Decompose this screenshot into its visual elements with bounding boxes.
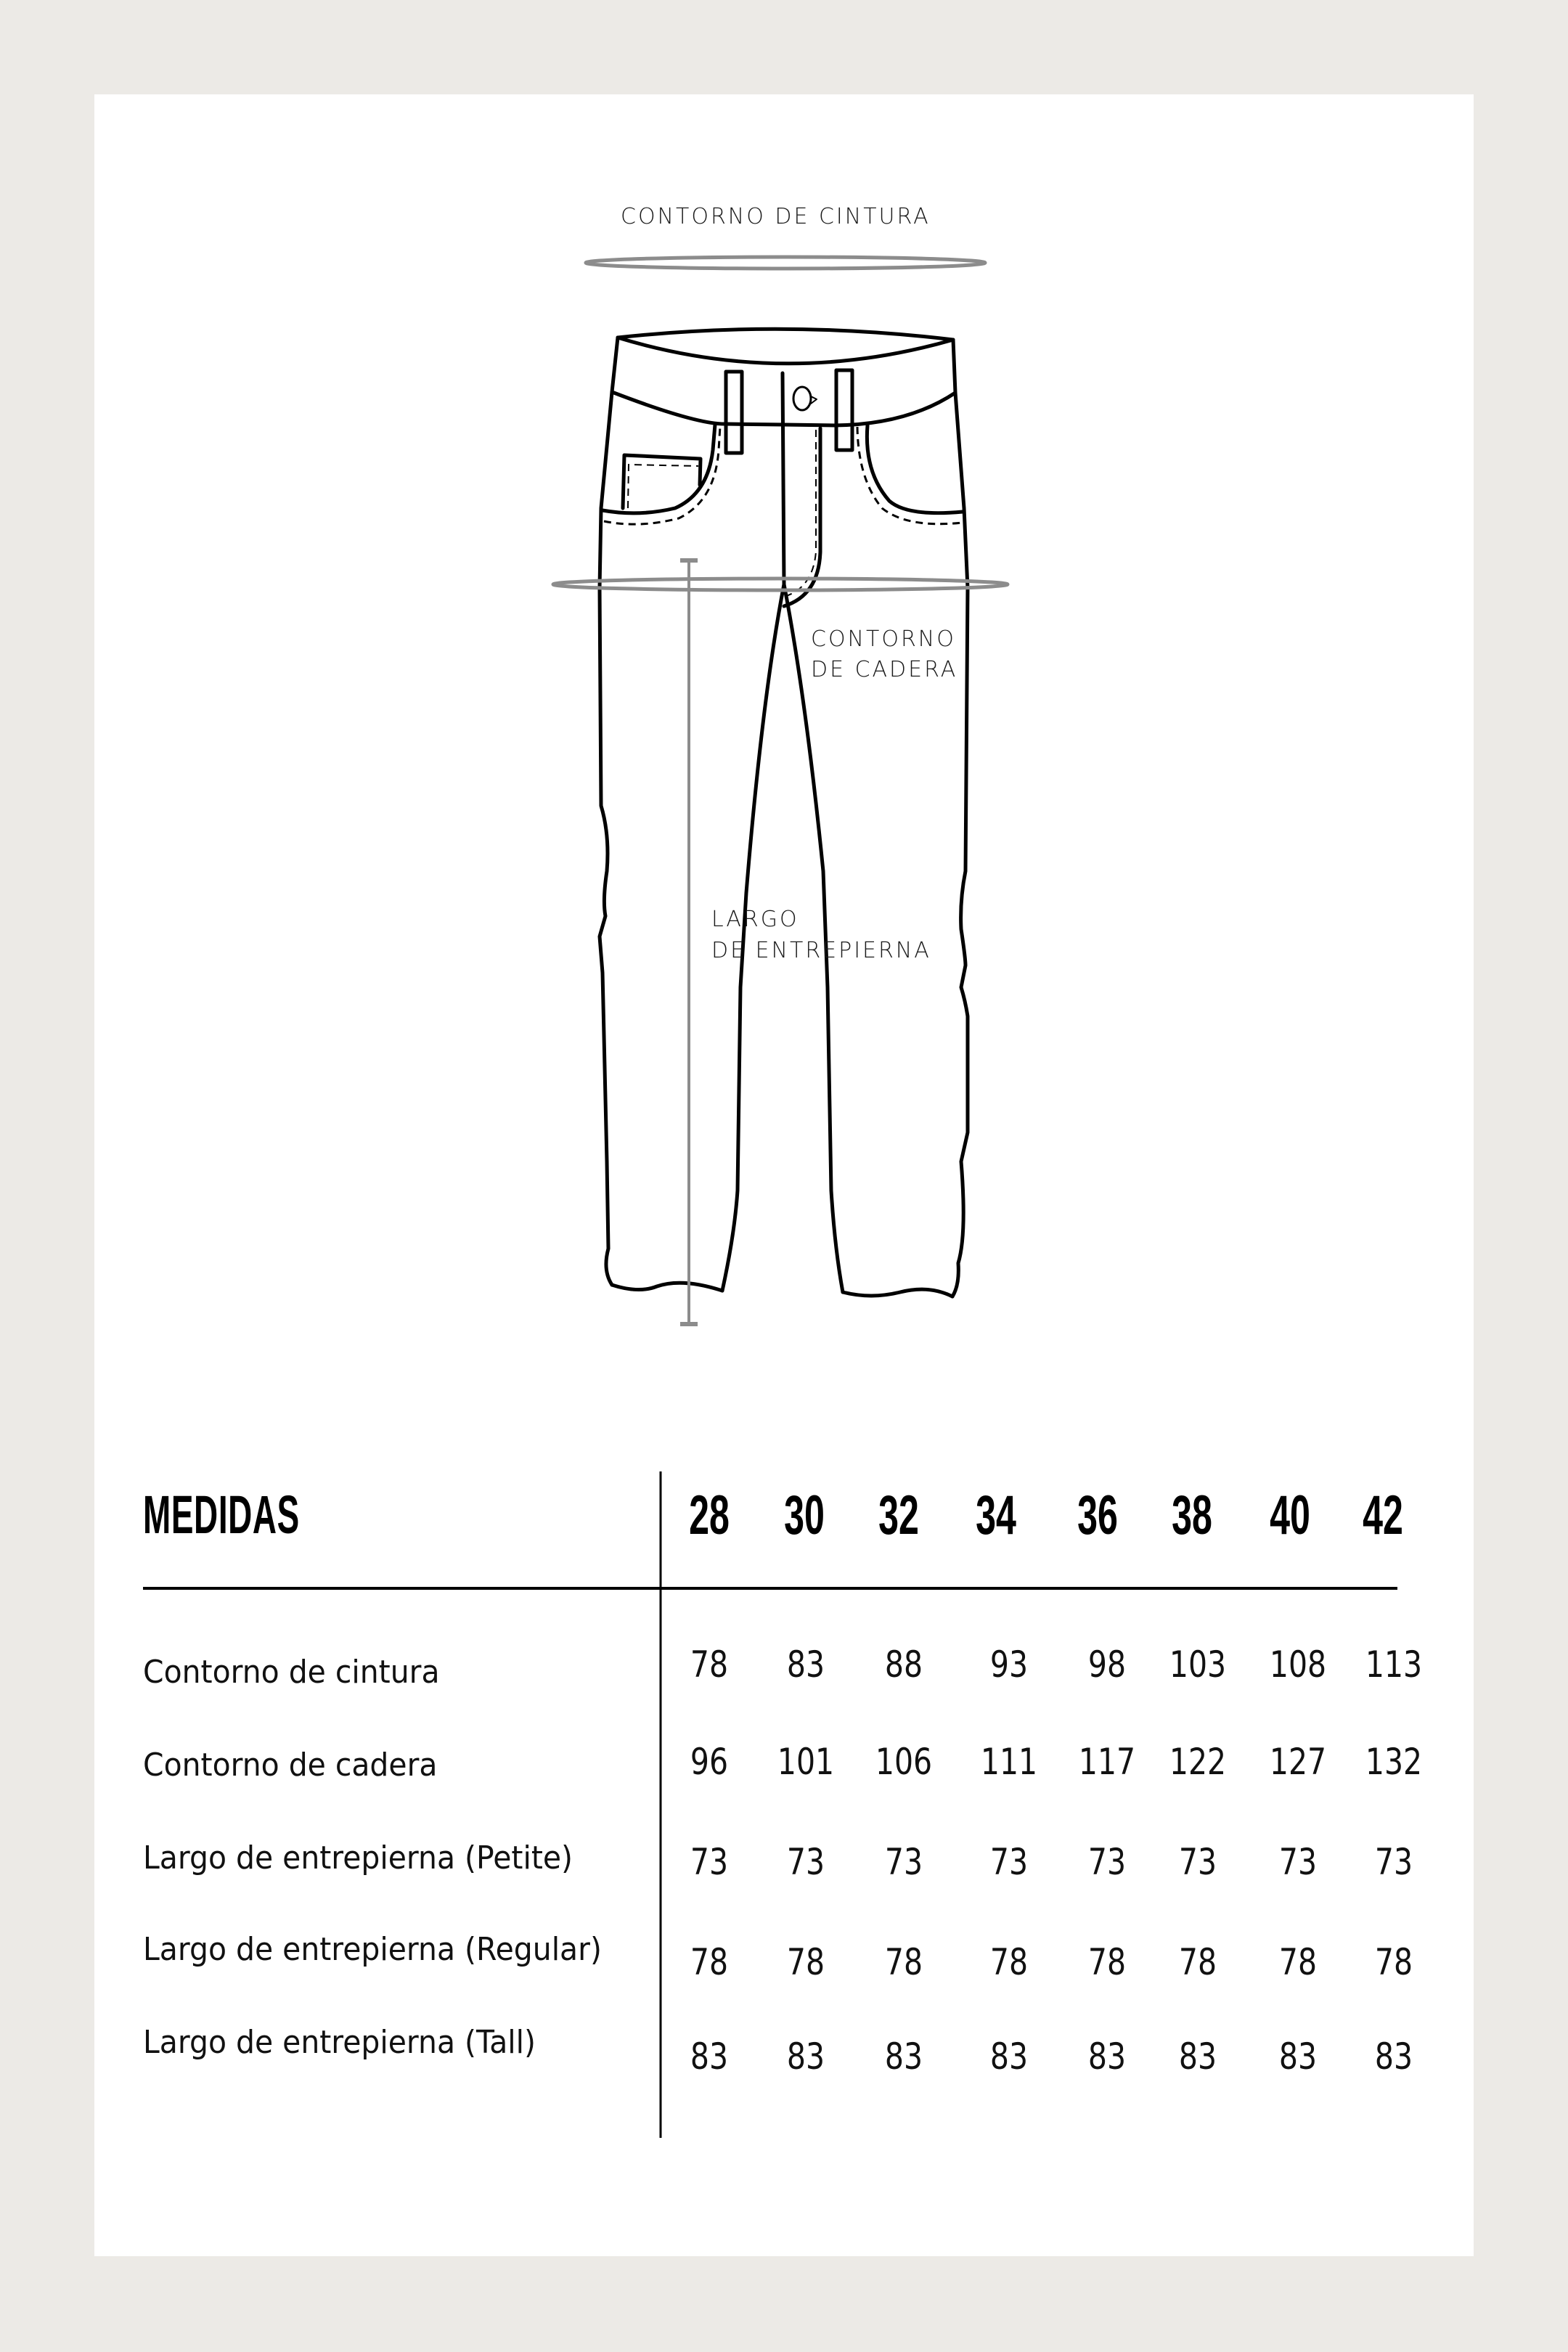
- size-header: 32: [878, 1485, 919, 1546]
- table-cell: 106: [875, 1741, 933, 1783]
- table-cell: 111: [980, 1741, 1038, 1783]
- row-label: Largo de entrepierna (Tall): [143, 2024, 536, 2061]
- table-cell: 78: [1374, 1941, 1413, 1983]
- size-header: 36: [1077, 1485, 1118, 1546]
- table-cell: 101: [777, 1741, 835, 1783]
- table-cell: 98: [1087, 1643, 1127, 1686]
- inseam-label-line2: DE ENTREPIERNA: [711, 938, 931, 963]
- table-cell: 93: [989, 1643, 1029, 1686]
- table-cell: 73: [1087, 1841, 1127, 1883]
- size-header: 30: [784, 1485, 825, 1546]
- table-cell: 83: [989, 2035, 1029, 2078]
- table-cell: 83: [1374, 2035, 1413, 2078]
- table-cell: 88: [884, 1643, 923, 1686]
- table-cell: 96: [690, 1741, 729, 1783]
- left-outer-seam: [600, 338, 618, 1285]
- size-header: 34: [976, 1485, 1016, 1546]
- left-hem: [612, 1283, 722, 1291]
- table-cell: 73: [989, 1841, 1029, 1883]
- table-cell: 73: [1278, 1841, 1318, 1883]
- table-title: MEDIDAS: [143, 1485, 300, 1545]
- left-pocket-curve: [603, 425, 715, 513]
- table-cell: 78: [1278, 1941, 1318, 1983]
- row-label: Largo de entrepierna (Petite): [143, 1839, 573, 1877]
- table-cell: 78: [1178, 1941, 1217, 1983]
- table-cell: 83: [1178, 2035, 1217, 2078]
- table-cell: 83: [690, 2035, 729, 2078]
- table-cell: 83: [786, 1643, 825, 1686]
- right-hem: [843, 1289, 952, 1297]
- row-label: Contorno de cintura: [143, 1654, 440, 1691]
- row-label: Largo de entrepierna (Regular): [143, 1931, 602, 1968]
- table-cell: 78: [690, 1941, 729, 1983]
- size-header: 38: [1172, 1485, 1212, 1546]
- right-outer-seam: [952, 340, 968, 1297]
- table-cell: 132: [1365, 1741, 1423, 1783]
- table-cell: 78: [786, 1941, 825, 1983]
- waist-measure-ellipse: [586, 257, 985, 269]
- table-cell: 78: [690, 1643, 729, 1686]
- table-cell: 122: [1169, 1741, 1227, 1783]
- size-header: 40: [1270, 1485, 1310, 1546]
- table-cell: 108: [1269, 1643, 1327, 1686]
- table-cell: 103: [1169, 1643, 1227, 1686]
- button-icon: [793, 387, 811, 410]
- inseam-label-line1: LARGO: [711, 907, 799, 932]
- fly-line: [783, 373, 784, 584]
- table-cell: 127: [1269, 1741, 1327, 1783]
- table-cell: 73: [1178, 1841, 1217, 1883]
- waist-label: CONTORNO DE CINTURA: [621, 204, 931, 229]
- table-cell: 113: [1365, 1643, 1423, 1686]
- row-label: Contorno de cadera: [143, 1747, 438, 1784]
- table-cell: 117: [1078, 1741, 1136, 1783]
- right-pocket-curve: [867, 425, 963, 513]
- table-cell: 83: [1278, 2035, 1318, 2078]
- hip-measure-ellipse: [553, 579, 1008, 590]
- hip-label-line2: DE CADERA: [811, 657, 958, 682]
- table-cell: 83: [786, 2035, 825, 2078]
- jeans-outline: [600, 329, 968, 1297]
- hip-label-line1: CONTORNO: [811, 626, 956, 652]
- table-cell: 73: [884, 1841, 923, 1883]
- table-cell: 78: [989, 1941, 1029, 1983]
- table-cell: 83: [884, 2035, 923, 2078]
- belt-loop-right: [836, 370, 852, 450]
- table-cell: 78: [1087, 1941, 1127, 1983]
- size-header: 28: [689, 1485, 730, 1546]
- inseam-measure-line: [680, 560, 698, 1324]
- table-cell: 73: [786, 1841, 825, 1883]
- table-cell: 73: [690, 1841, 729, 1883]
- waistband-top: [618, 329, 953, 340]
- table-cell: 73: [1374, 1841, 1413, 1883]
- belt-loop-left: [726, 372, 742, 453]
- waistband-inner: [618, 338, 953, 364]
- table-cell: 78: [884, 1941, 923, 1983]
- table-cell: 83: [1087, 2035, 1127, 2078]
- size-header: 42: [1363, 1485, 1403, 1546]
